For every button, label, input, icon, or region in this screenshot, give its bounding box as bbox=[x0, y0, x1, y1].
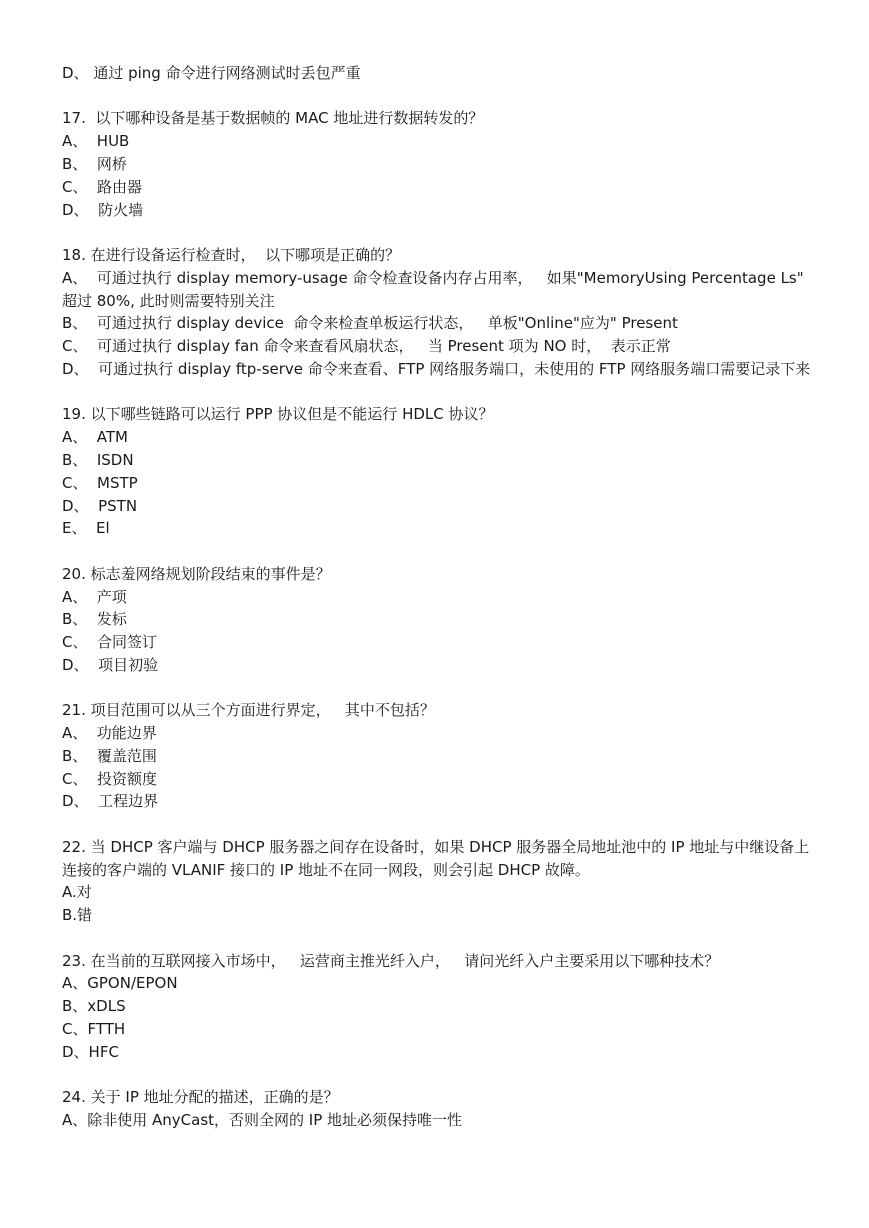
answer-option: B.错 bbox=[62, 906, 93, 925]
question-title: 22. 当 DHCP 客户端与 DHCP 服务器之间存在设备时，如果 DHCP 服务器全局地址池中的 IP 地址与中继设备上连接的客户端的 VLANIF 接口的 IP 地址不在同一网段，则会引起 DHCP 故障。 bbox=[62, 837, 810, 879]
answer-option: D、 PSTN bbox=[62, 496, 138, 515]
answer-option: B、 网桥 bbox=[62, 154, 127, 173]
answer-option: A、 产项 bbox=[62, 587, 127, 606]
answer-option: A、 ATM bbox=[62, 428, 128, 447]
answer-option: B、 发标 bbox=[62, 610, 127, 629]
answer-option: A、 HUB bbox=[62, 132, 130, 151]
question-block bbox=[62, 1086, 812, 1132]
question-title: 24. 关于 IP 地址分配的描述，正确的是？ bbox=[62, 1088, 339, 1107]
question-title: 21. 项目范围可以从三个方面进行界定， 其中不包括？ bbox=[62, 701, 435, 720]
question-block bbox=[62, 563, 812, 677]
question-title: 23. 在当前的互联网接入市场中， 运营商主推光纤入户， 请问光纤入户主要采用以下哪种技术？ bbox=[62, 951, 720, 970]
answer-option: A、除非使用 AnyCast，否则全网的 IP 地址必须保持唯一性 bbox=[62, 1111, 463, 1130]
question-title: 18. 在进行设备运行检查时， 以下哪项是正确的？ bbox=[62, 245, 401, 264]
answer-option: D、 项目初验 bbox=[62, 655, 159, 674]
question-block bbox=[62, 836, 812, 927]
document-page bbox=[62, 62, 812, 1132]
answer-option: D、 工程边界 bbox=[62, 792, 159, 811]
question-block bbox=[62, 107, 812, 221]
question-title: 17. 以下哪种设备是基于数据帧的 MAC 地址进行数据转发的？ bbox=[62, 109, 484, 128]
question-block bbox=[62, 244, 812, 381]
answer-option: C、 合同签订 bbox=[62, 633, 158, 652]
answer-option: A、GPON/EPON bbox=[62, 974, 178, 993]
question-block bbox=[62, 699, 812, 813]
answer-option: C、 可通过执行 display fan 命令来查看风扇状态， 当 Present 项为 NO 时， 表示正常 bbox=[62, 337, 671, 356]
answer-option: B、 ISDN bbox=[62, 450, 134, 469]
question-title: 20. 标志羞网络规划阶段结束的事件是？ bbox=[62, 564, 331, 583]
answer-option: C、 MSTP bbox=[62, 473, 138, 492]
answer-option: C、FTTH bbox=[62, 1020, 126, 1039]
answer-option: A、 功能边界 bbox=[62, 724, 157, 743]
question-block bbox=[62, 403, 812, 540]
answer-option: B、xDLS bbox=[62, 997, 126, 1016]
answer-option: A、 可通过执行 display memory-usage 命令检查设备内存占用率， 如果"MemoryUsing Percentage Ls" 超过 80%, 此时则需要特别关注 bbox=[62, 268, 809, 310]
answer-option: D、 可通过执行 display ftp-serve 命令来查看、FTP 网络服务端口，未使用的 FTP 网络服务端口需要记录下来 bbox=[62, 359, 811, 378]
answer-option: E、 El bbox=[62, 519, 110, 538]
answer-option: C、 路由器 bbox=[62, 177, 143, 196]
question-list bbox=[62, 107, 812, 1131]
question-title: 19. 以下哪些链路可以运行 PPP 协议但是不能运行 HDLC 协议？ bbox=[62, 405, 494, 424]
answer-option: D、 防火墙 bbox=[62, 200, 144, 219]
answer-option: B、 覆盖范围 bbox=[62, 746, 157, 765]
answer-option: A.对 bbox=[62, 883, 92, 902]
answer-option: D、HFC bbox=[62, 1042, 119, 1061]
answer-option: B、 可通过执行 display device 命令来检查单板运行状态， 单板"Online"应为" Present bbox=[62, 314, 678, 333]
question-16-option-d: D、 通过 ping 命令进行网络测试时丢包严重 bbox=[62, 64, 361, 82]
question-block bbox=[62, 950, 812, 1064]
answer-option: C、 投资额度 bbox=[62, 769, 158, 788]
